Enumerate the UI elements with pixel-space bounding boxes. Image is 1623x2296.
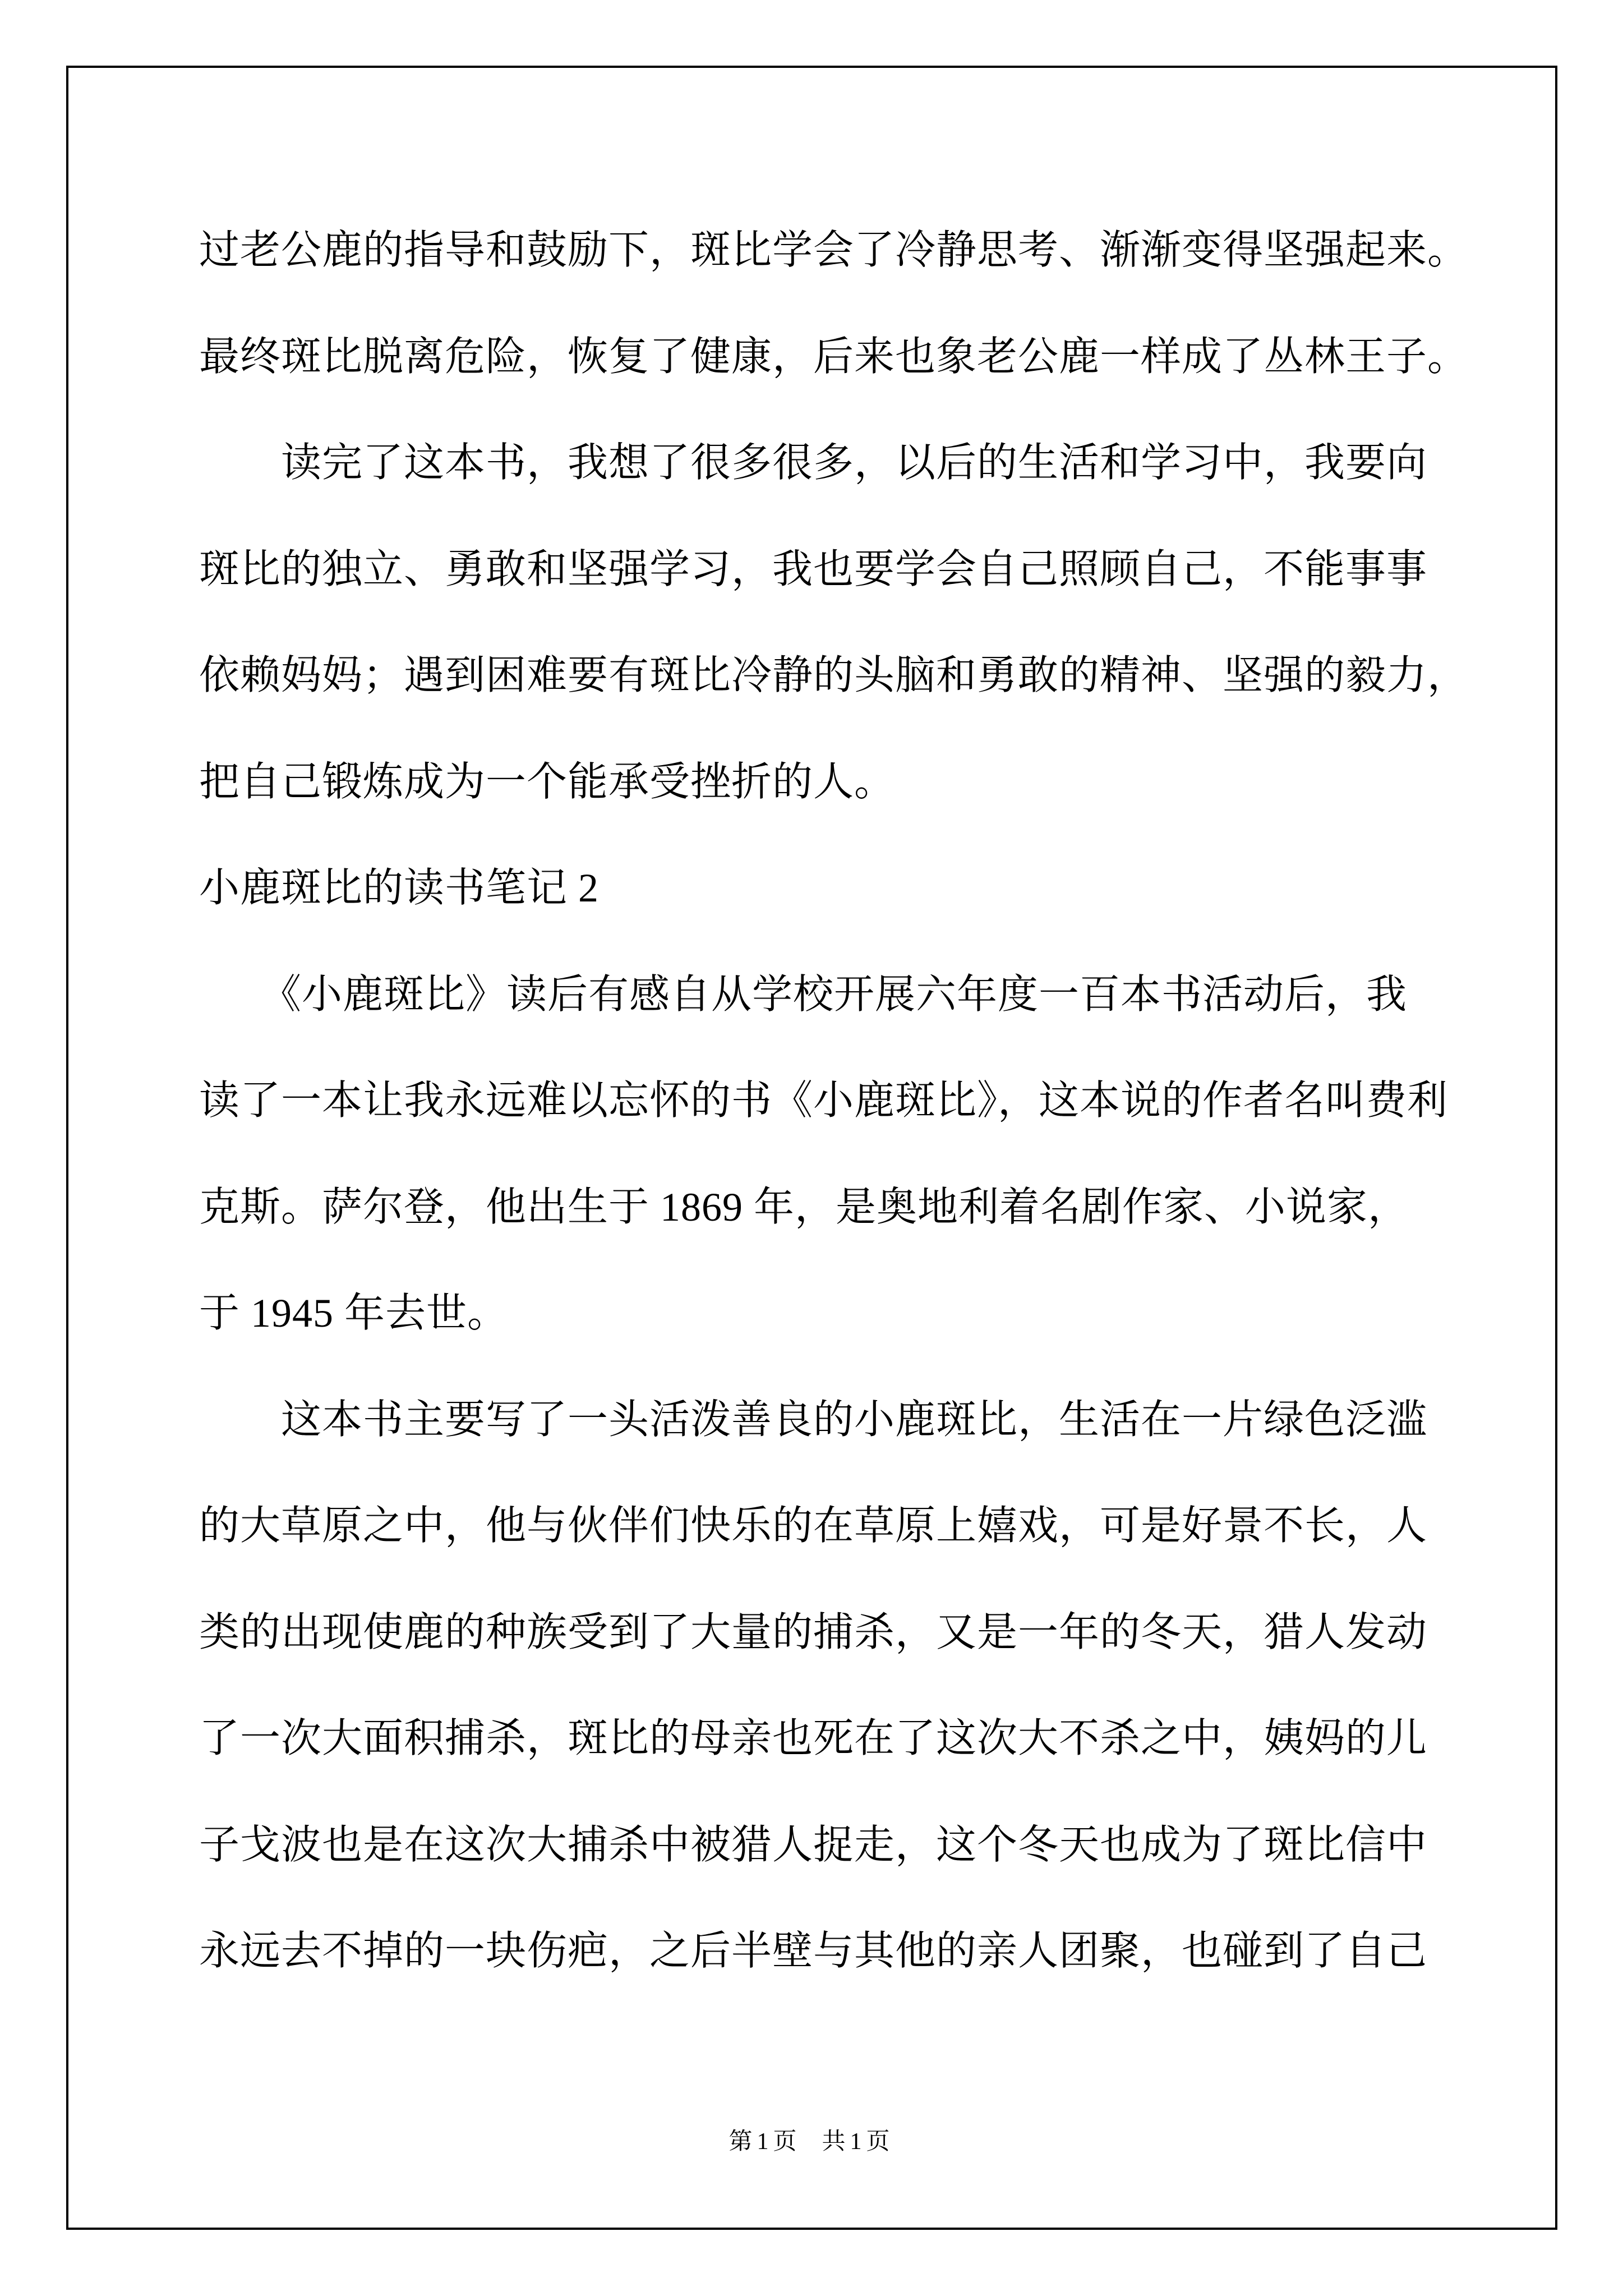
text-line: 克斯。萨尔登，他出生于 1869 年，是奥地利着名剧作家、小说家， <box>199 1184 1409 1230</box>
text-line: 永远去不掉的一块伤疤，之后半壁与其他的亲人团聚，也碰到了自己 <box>199 1929 1428 1973</box>
text-line: 斑比的独立、勇敢和坚强学习，我也要学会自己照顾自己，不能事事 <box>199 546 1428 592</box>
text-line: 类的出现使鹿的种族受到了大量的捕杀，又是一年的冬天，猎人发动 <box>199 1609 1428 1655</box>
text-line: 了一次大面积捕杀，斑比的母亲也死在了这次大不杀之中，姨妈的儿 <box>199 1716 1428 1761</box>
text-line: 最终斑比脱离危险，恢复了健康，后来也象老公鹿一样成了丛林王子。 <box>199 334 1469 379</box>
text-line: 读了一本让我永远难以忘怀的书《小鹿斑比》，这本说的作者名叫费利 <box>199 1078 1449 1123</box>
text-line: 《小鹿斑比》读后有感自从学校开展六年度一百本书活动后，我 <box>199 972 1408 1017</box>
text-line: 于 1945 年去世。 <box>199 1291 509 1336</box>
document-body <box>199 197 1489 2005</box>
text-line: 的大草原之中，他与伙伴们快乐的在草原上嬉戏，可是好景不长，人 <box>199 1503 1428 1548</box>
text-line: 依赖妈妈；遇到困难要有斑比冷静的头脑和勇敢的精神、坚强的毅力， <box>199 653 1469 698</box>
text-line: 读完了这本书，我想了很多很多，以后的生活和学习中，我要向 <box>199 440 1428 485</box>
text-line: 子戈波也是在这次大捕杀中被猎人捉走，这个冬天也成为了斑比信中 <box>199 1822 1428 1867</box>
text-line: 这本书主要写了一头活泼善良的小鹿斑比，生活在一片绿色泛滥 <box>199 1397 1428 1442</box>
section-heading: 小鹿斑比的读书笔记 2 <box>199 866 600 910</box>
page-number-footer: 第1页 共1页 <box>728 2129 895 2155</box>
text-line: 把自己锻炼成为一个能承受挫折的人。 <box>199 759 896 804</box>
text-line: 过老公鹿的指导和鼓励下，斑比学会了冷静思考、渐渐变得坚强起来。 <box>199 228 1469 273</box>
